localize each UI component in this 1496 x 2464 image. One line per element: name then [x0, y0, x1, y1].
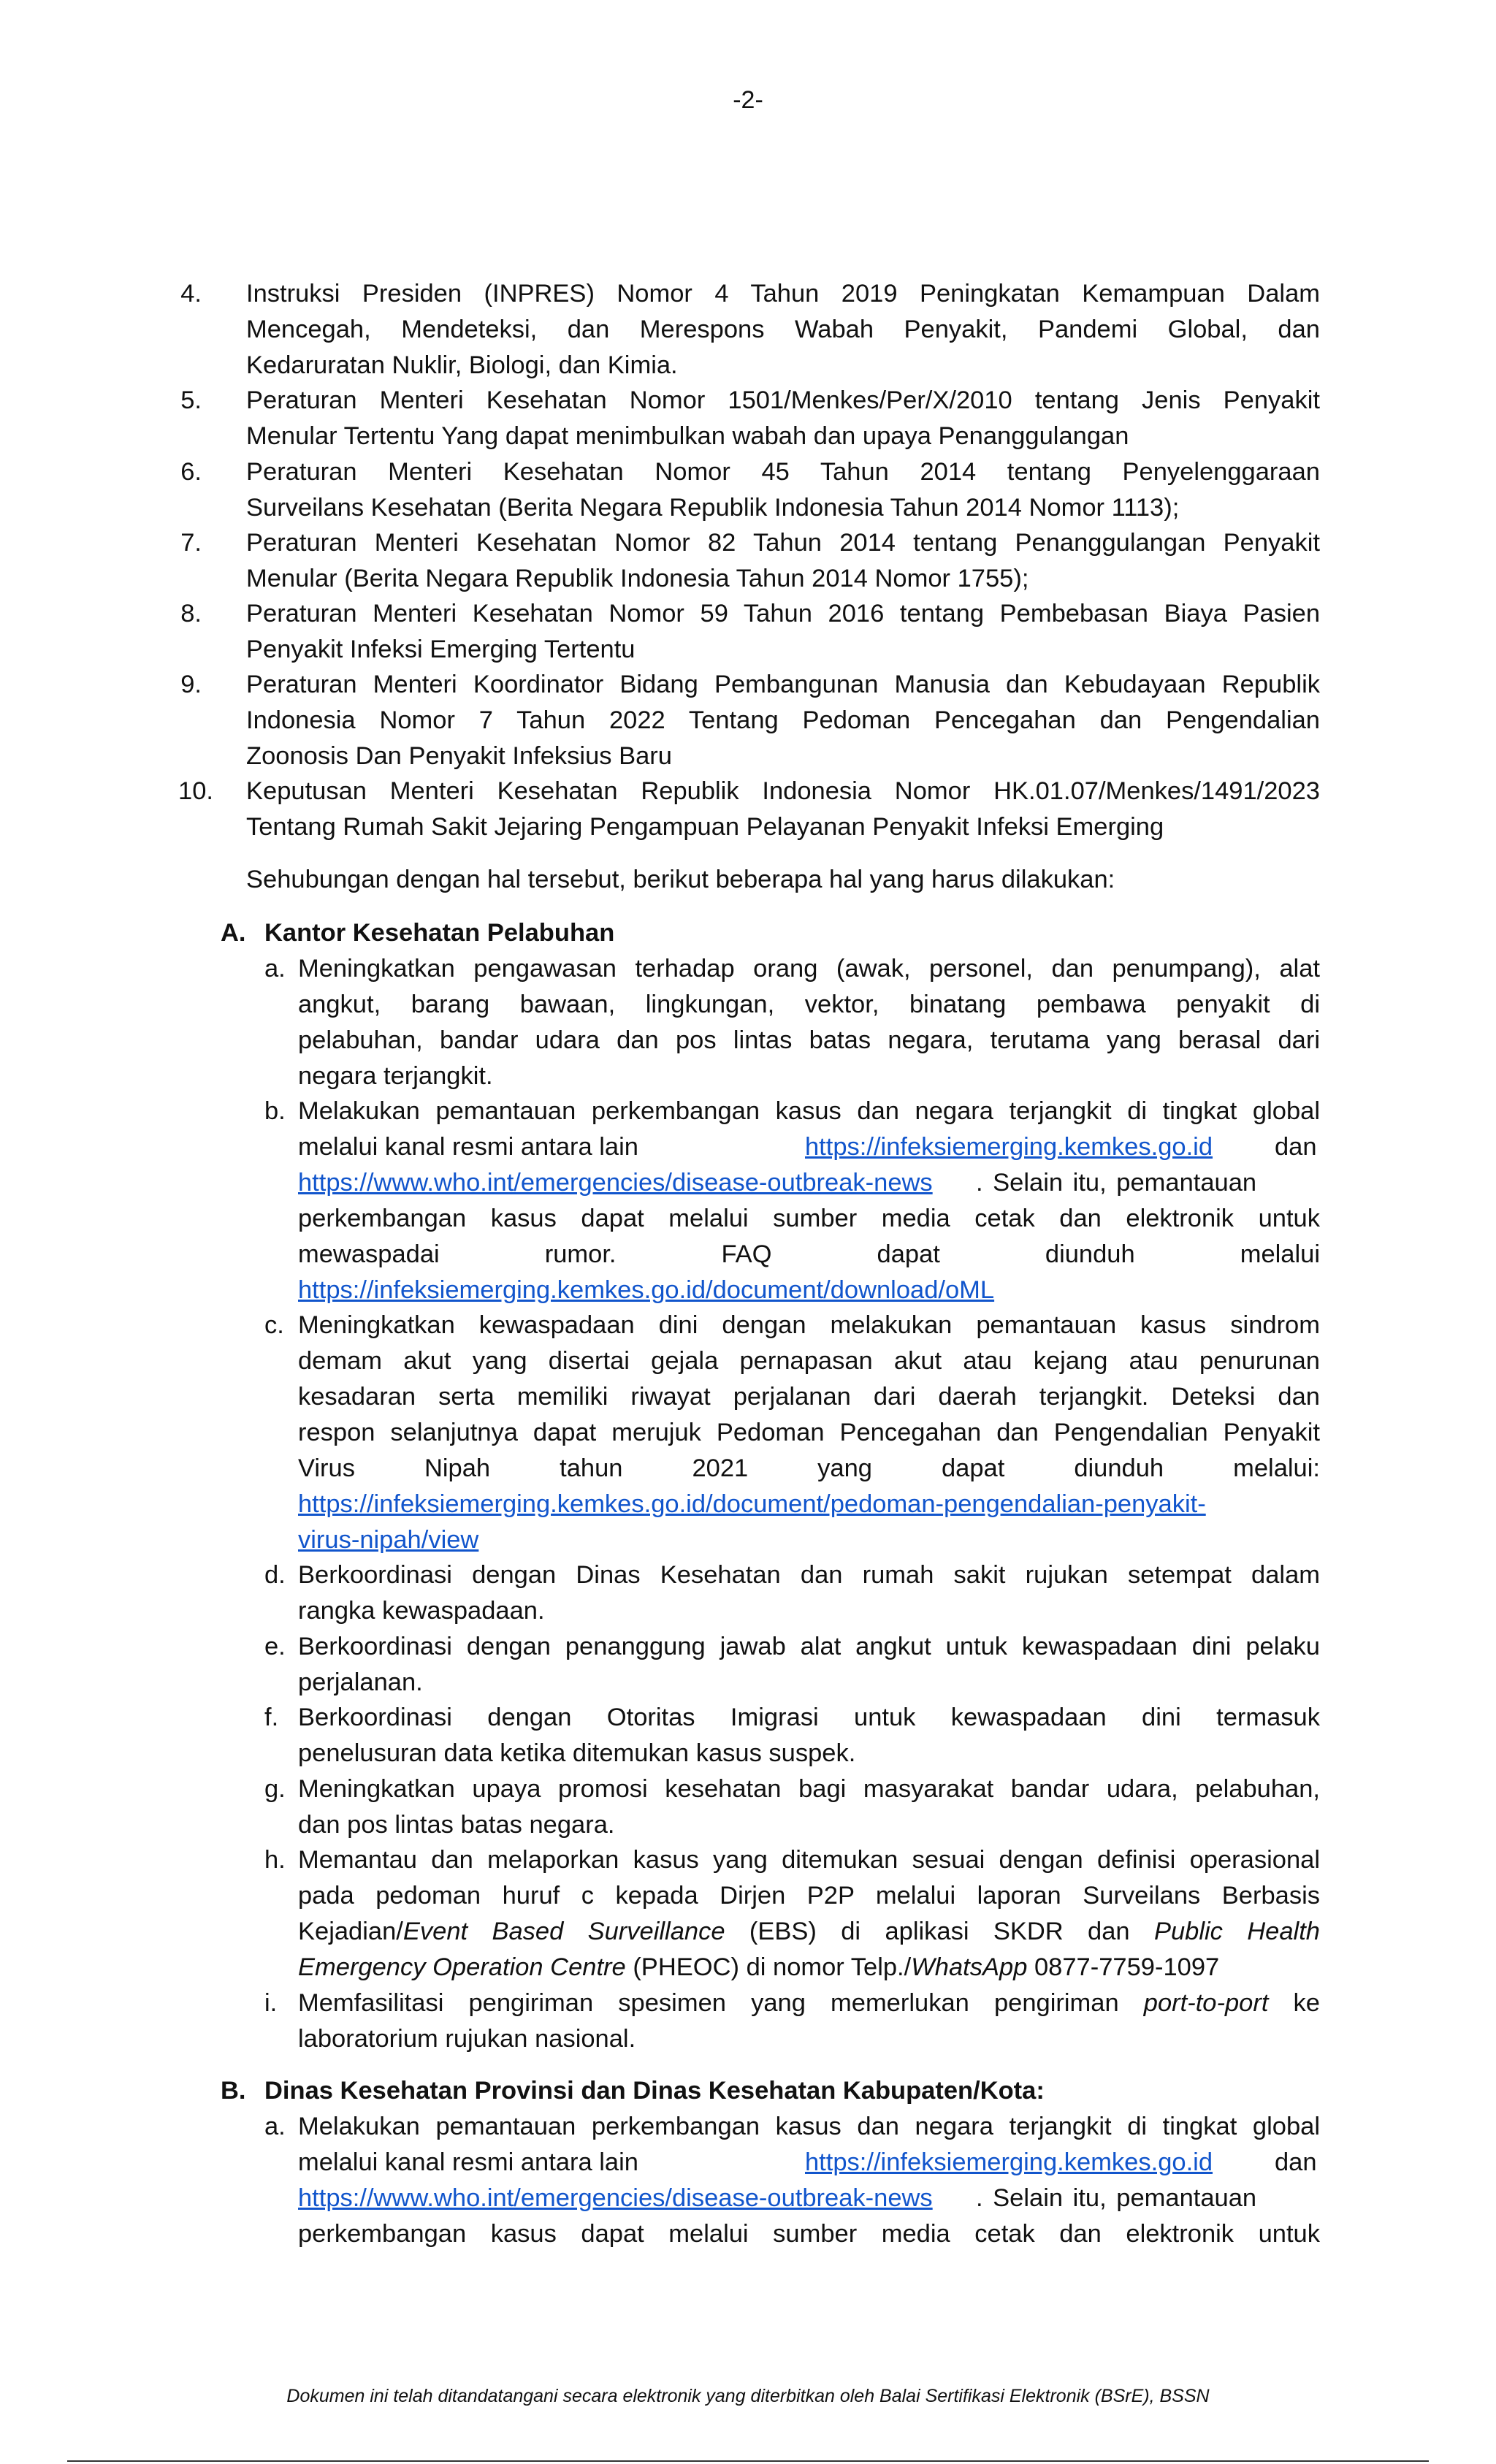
- list-item-line: Peraturan Menteri Kesehatan Nomor 82 Tahun 2014 tentang Penanggulangan Penyakit: [246, 529, 1320, 557]
- item-line: Meningkatkan upaya promosi kesehatan bagi masyarakat bandar udara, pelabuhan,: [298, 1775, 1320, 1803]
- link-infeksiemerging[interactable]: https://infeksiemerging.kemkes.go.id: [805, 1133, 1213, 1161]
- link-who-outbreak-news[interactable]: https://www.who.int/emergencies/disease-outbreak-news: [298, 2184, 933, 2212]
- footer-divider: [67, 2460, 1429, 2462]
- list-item-line: Peraturan Menteri Kesehatan Nomor 59 Tahun 2016 tentang Pembebasan Biaya Pasien: [246, 600, 1320, 628]
- item-line: . Selain itu, pemantauan: [976, 1169, 1257, 1197]
- item-line: perkembangan kasus dapat melalui sumber media cetak dan elektronik untuk: [298, 2220, 1320, 2248]
- list-item-line: Menular (Berita Negara Republik Indonesia Tahun 2014 Nomor 1755);: [246, 565, 1029, 592]
- list-item-line: Instruksi Presiden (INPRES) Nomor 4 Tahun 2019 Peningkatan Kemampuan Dalam: [246, 280, 1320, 308]
- item-line: dan: [1275, 2148, 1317, 2176]
- section-a-letter: A.: [221, 919, 246, 947]
- list-number: 10.: [178, 777, 213, 805]
- link-pedoman-nipah[interactable]: https://infeksiemerging.kemkes.go.id/document/pedoman-pengendalian-penyakit-: [298, 1490, 1206, 1518]
- item-letter: a.: [264, 2113, 286, 2140]
- list-item-line: Peraturan Menteri Kesehatan Nomor 1501/Menkes/Per/X/2010 tentang Jenis Penyakit: [246, 386, 1320, 414]
- list-number: 4.: [180, 280, 202, 308]
- item-line: perkembangan kasus dapat melalui sumber media cetak dan elektronik untuk: [298, 1205, 1320, 1232]
- link-who-outbreak-news[interactable]: https://www.who.int/emergencies/disease-outbreak-news: [298, 1169, 933, 1197]
- link-infeksiemerging[interactable]: https://infeksiemerging.kemkes.go.id: [805, 2148, 1213, 2176]
- page-number: -2-: [733, 86, 763, 114]
- item-line: mewaspadai rumor. FAQ dapat diunduh melalui: [298, 1240, 1320, 1268]
- item-letter: b.: [264, 1097, 286, 1125]
- list-item-line: Surveilans Kesehatan (Berita Negara Republik Indonesia Tahun 2014 Nomor 1113);: [246, 494, 1180, 522]
- link-faq-download[interactable]: https://infeksiemerging.kemkes.go.id/document/download/oML: [298, 1276, 995, 1304]
- list-item-line: Mencegah, Mendeteksi, dan Merespons Wabah Penyakit, Pandemi Global, dan: [246, 316, 1320, 343]
- item-letter: a.: [264, 955, 286, 983]
- list-item-line: Peraturan Menteri Kesehatan Nomor 45 Tahun 2014 tentang Penyelenggaraan: [246, 458, 1320, 486]
- intro-paragraph: Sehubungan dengan hal tersebut, berikut beberapa hal yang harus dilakukan:: [246, 866, 1115, 893]
- item-line: pada pedoman huruf c kepada Dirjen P2P melalui laporan Surveilans Berbasis: [298, 1882, 1320, 1910]
- item-line: perjalanan.: [298, 1668, 423, 1696]
- item-line: Memfasilitasi pengiriman spesimen yang memerlukan pengiriman port-to-port ke: [298, 1989, 1320, 2017]
- item-line: melalui kanal resmi antara lain: [298, 2148, 638, 2176]
- item-line: Memantau dan melaporkan kasus yang ditemukan sesuai dengan definisi operasional: [298, 1846, 1320, 1874]
- item-line: rangka kewaspadaan.: [298, 1597, 545, 1625]
- list-item-line: Indonesia Nomor 7 Tahun 2022 Tentang Pedoman Pencegahan dan Pengendalian: [246, 706, 1320, 734]
- list-item-line: Menular Tertentu Yang dapat menimbulkan wabah dan upaya Penanggulangan: [246, 422, 1129, 450]
- item-line: . Selain itu, pemantauan: [976, 2184, 1257, 2212]
- list-number: 5.: [180, 386, 202, 414]
- item-line: laboratorium rujukan nasional.: [298, 2025, 636, 2053]
- item-line: negara terjangkit.: [298, 1062, 493, 1090]
- item-line: Emergency Operation Centre (PHEOC) di nomor Telp./WhatsApp 0877-7759-1097: [298, 1953, 1220, 1981]
- list-item-line: Keputusan Menteri Kesehatan Republik Indonesia Nomor HK.01.07/Menkes/1491/2023: [246, 777, 1320, 805]
- section-b-title: Dinas Kesehatan Provinsi dan Dinas Kesehatan Kabupaten/Kota:: [264, 2077, 1045, 2105]
- list-number: 7.: [180, 529, 202, 557]
- section-a-title: Kantor Kesehatan Pelabuhan: [264, 919, 615, 947]
- item-line: respon selanjutnya dapat merujuk Pedoman Pencegahan dan Pengendalian Penyakit: [298, 1419, 1320, 1446]
- list-number: 6.: [180, 458, 202, 486]
- item-line: kesadaran serta memiliki riwayat perjalanan dari daerah terjangkit. Deteksi dan: [298, 1383, 1320, 1411]
- item-letter: c.: [264, 1311, 284, 1339]
- item-line: demam akut yang disertai gejala pernapasan akut atau kejang atau penurunan: [298, 1347, 1320, 1375]
- item-line: pelabuhan, bandar udara dan pos lintas batas negara, terutama yang berasal dari: [298, 1026, 1320, 1054]
- item-line: dan pos lintas batas negara.: [298, 1811, 615, 1839]
- item-line: Melakukan pemantauan perkembangan kasus dan negara terjangkit di tingkat global: [298, 2113, 1320, 2140]
- item-letter: g.: [264, 1775, 286, 1803]
- list-item-line: Zoonosis Dan Penyakit Infeksius Baru: [246, 742, 672, 770]
- item-line: Berkoordinasi dengan Dinas Kesehatan dan rumah sakit rujukan setempat dalam: [298, 1561, 1320, 1589]
- item-line: melalui kanal resmi antara lain: [298, 1133, 638, 1161]
- item-letter: e.: [264, 1633, 286, 1660]
- section-b-letter: B.: [221, 2077, 246, 2105]
- item-line: Berkoordinasi dengan penanggung jawab alat angkut untuk kewaspadaan dini pelaku: [298, 1633, 1320, 1660]
- list-item-line: Penyakit Infeksi Emerging Tertentu: [246, 636, 636, 663]
- item-line: Meningkatkan pengawasan terhadap orang (awak, personel, dan penumpang), alat: [298, 955, 1320, 983]
- list-item-line: Tentang Rumah Sakit Jejaring Pengampuan Pelayanan Penyakit Infeksi Emerging: [246, 813, 1164, 841]
- item-line: Melakukan pemantauan perkembangan kasus dan negara terjangkit di tingkat global: [298, 1097, 1320, 1125]
- item-letter: i.: [264, 1989, 278, 2017]
- list-number: 8.: [180, 600, 202, 628]
- item-line: Virus Nipah tahun 2021 yang dapat diunduh melalui:: [298, 1454, 1320, 1482]
- item-letter: d.: [264, 1561, 286, 1589]
- item-letter: f.: [264, 1704, 279, 1731]
- item-line: dan: [1275, 1133, 1317, 1161]
- item-letter: h.: [264, 1846, 286, 1874]
- list-number: 9.: [180, 671, 202, 698]
- item-line: penelusuran data ketika ditemukan kasus suspek.: [298, 1739, 856, 1767]
- item-line: angkut, barang bawaan, lingkungan, vektor, binatang pembawa penyakit di: [298, 991, 1320, 1018]
- link-pedoman-nipah-cont[interactable]: virus-nipah/view: [298, 1526, 479, 1554]
- item-line: Kejadian/Event Based Surveillance (EBS) di aplikasi SKDR dan Public Health: [298, 1918, 1320, 1945]
- footer-signature-note: Dokumen ini telah ditandatangani secara elektronik yang diterbitkan oleh Balai Sertifikasi Elektronik (BSrE), BSSN: [286, 2386, 1210, 2406]
- list-item-line: Kedaruratan Nuklir, Biologi, dan Kimia.: [246, 351, 678, 379]
- item-line: Berkoordinasi dengan Otoritas Imigrasi untuk kewaspadaan dini termasuk: [298, 1704, 1320, 1731]
- list-item-line: Peraturan Menteri Koordinator Bidang Pembangunan Manusia dan Kebudayaan Republik: [246, 671, 1320, 698]
- item-line: Meningkatkan kewaspadaan dini dengan melakukan pemantauan kasus sindrom: [298, 1311, 1320, 1339]
